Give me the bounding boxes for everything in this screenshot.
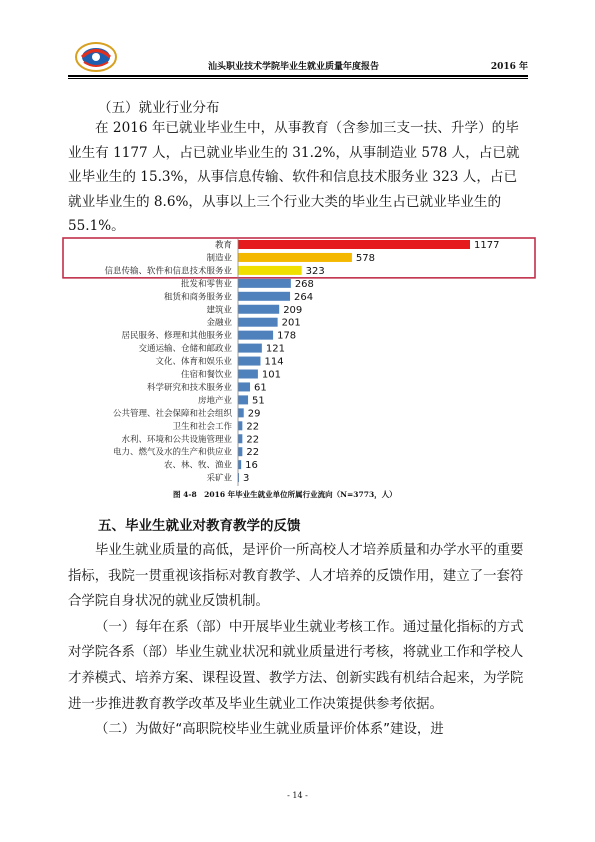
bar-13 xyxy=(238,408,244,417)
value-label-18: 3 xyxy=(243,473,250,485)
category-label-12: 房地产业 xyxy=(197,395,232,406)
school-logo-icon xyxy=(68,40,130,74)
value-label-2: 323 xyxy=(305,265,325,277)
value-label-17: 16 xyxy=(245,460,258,472)
chart-caption: 图 4-8 2016 年毕业生就业单位所属行业流向（N=3773，人） xyxy=(173,490,397,499)
value-label-3: 268 xyxy=(294,278,314,290)
category-label-11: 科学研究和技术服务业 xyxy=(146,382,232,393)
value-label-14: 22 xyxy=(246,421,260,433)
category-label-4: 租赁和商务服务业 xyxy=(163,292,232,303)
bar-15 xyxy=(238,434,242,443)
bar-5 xyxy=(238,305,279,314)
header-rule-thin xyxy=(68,78,528,79)
bar-0 xyxy=(238,240,470,249)
category-label-14: 卫生和社会工作 xyxy=(172,421,232,432)
value-label-11: 61 xyxy=(254,382,267,394)
category-label-3: 批发和零售业 xyxy=(180,279,232,290)
value-label-0: 1177 xyxy=(474,240,500,251)
category-label-1: 制造业 xyxy=(206,253,232,264)
bar-9 xyxy=(238,357,260,366)
bar-16 xyxy=(238,447,242,456)
category-label-10: 住宿和餐饮业 xyxy=(180,370,232,380)
category-label-0: 教育 xyxy=(214,240,232,251)
value-label-7: 178 xyxy=(277,330,297,342)
header-title: 汕头职业技术学院毕业生就业质量年度报告 xyxy=(208,62,380,72)
bar-1 xyxy=(238,253,352,262)
value-label-5: 209 xyxy=(283,304,303,316)
value-label-1: 578 xyxy=(355,252,376,264)
paragraph-feedback-evaluation: （二）为做好“高职院校毕业生就业质量评价体系”建设，进 xyxy=(95,722,444,738)
category-label-7: 居民服务、修理和其他服务业 xyxy=(121,331,232,342)
category-label-16: 电力、燃气及水的生产和供应业 xyxy=(112,447,232,458)
value-label-10: 101 xyxy=(261,369,282,381)
value-label-9: 114 xyxy=(264,356,284,368)
industry-bar-chart xyxy=(60,237,540,487)
bar-3 xyxy=(238,279,291,288)
page-header xyxy=(68,40,528,74)
value-label-6: 201 xyxy=(281,317,301,329)
section5-body xyxy=(68,538,528,743)
value-label-12: 51 xyxy=(252,395,265,407)
page-number: - 14 - xyxy=(287,791,308,800)
category-label-6: 金融业 xyxy=(206,318,232,329)
category-label-2: 信息传输、软件和信息技术服务业 xyxy=(104,266,232,277)
category-label-5: 建筑业 xyxy=(206,305,232,316)
bar-17 xyxy=(238,460,241,469)
value-label-13: 29 xyxy=(247,408,261,420)
category-label-17: 农、林、牧、渔业 xyxy=(163,460,232,471)
bar-10 xyxy=(238,370,258,379)
header-rule xyxy=(68,75,528,77)
bar-12 xyxy=(238,395,248,404)
value-label-8: 121 xyxy=(265,343,285,355)
paragraph-feedback-intro: 毕业生就业质量的高低，是评价一所高校人才培养质量和办学水平的重要指标，我院一贯重视该指标对教育教学、人才培养的反馈作用，建立了一套符合学院自身状况的就业反馈机制。 xyxy=(68,543,524,610)
paragraph-industry-distribution: 在 2016 年已就业毕业生中，从事教育（含参加三支一扶、升学）的毕业生有 1177 人，占已就业毕业生的 31.2%，从事制造业 578 人，占已就业毕业生的 15.3%，从事信息传输、软件和信息技术服务业 323 人，占已就业毕业生的 8.6%，从事以上三个行业大类的毕业生占已就业毕业生的 55.1%。 xyxy=(68,120,520,234)
bar-11 xyxy=(238,382,250,391)
paragraph-feedback-assessment: （一）每年在系（部）中开展毕业生就业考核工作。通过量化指标的方式对学院各系（部）毕业生就业状况和就业质量进行考核，将就业工作和学校人才养模式、培养方案、课程设置、教学方法、创新实践有机结合起来，为学院进一步推进教育教学改革及毕业生就业工作决策提供参考依据。 xyxy=(68,619,524,712)
value-label-16: 22 xyxy=(246,447,260,459)
section5-title: 五、毕业生就业对教育教学的反馈 xyxy=(98,518,301,534)
category-label-18: 采矿业 xyxy=(206,473,232,484)
value-label-4: 264 xyxy=(294,291,314,303)
bar-6 xyxy=(238,318,278,327)
bar-8 xyxy=(238,344,262,353)
section-title: （五）就业行业分布 xyxy=(98,100,220,116)
category-label-8: 交通运输、仓储和邮政业 xyxy=(138,344,232,355)
header-year: 2016 年 xyxy=(490,62,528,72)
category-label-13: 公共管理、社会保障和社会组织 xyxy=(112,408,232,419)
category-label-15: 水利、环境和公共设施管理业 xyxy=(121,434,232,445)
category-label-9: 文化、体育和娱乐业 xyxy=(155,357,232,368)
bar-4 xyxy=(238,292,290,301)
bar-7 xyxy=(238,331,273,340)
bar-14 xyxy=(238,421,242,430)
value-label-15: 22 xyxy=(246,434,260,446)
bar-2 xyxy=(238,266,302,275)
